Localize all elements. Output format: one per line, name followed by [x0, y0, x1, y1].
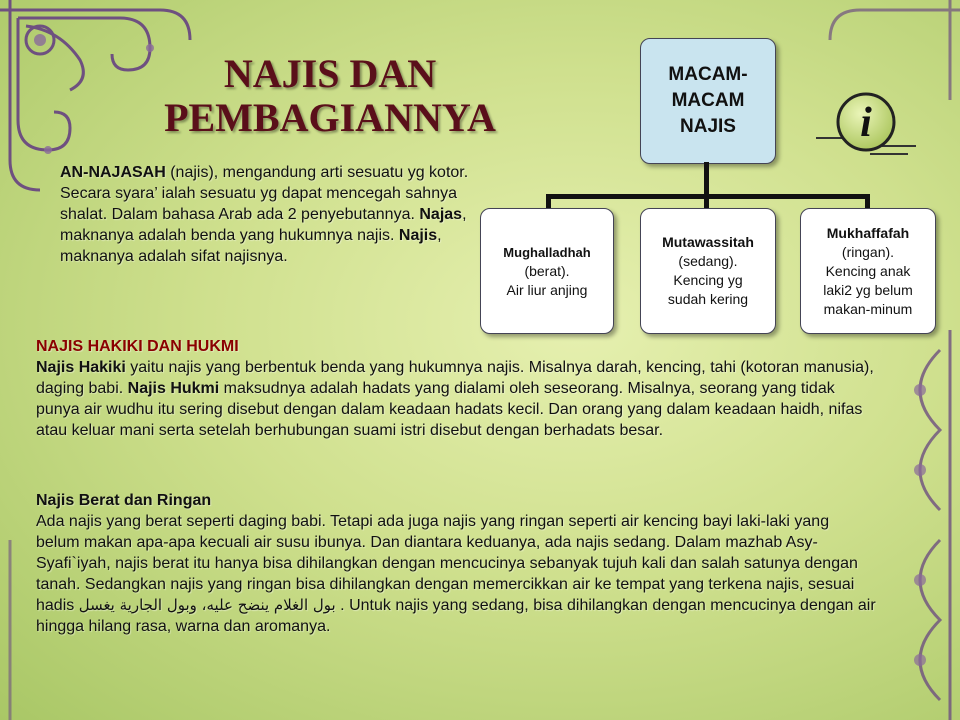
box-desc: Kencing anak — [825, 262, 911, 279]
hadith-arabic: بول الغلام ينضح عليه، وبول الجارية يغسل — [78, 596, 336, 614]
bottom-left-ornament — [0, 540, 40, 720]
box-sub: (berat). — [524, 262, 570, 279]
box-title: Mughalladhah — [503, 244, 591, 260]
box-desc: sudah kering — [667, 291, 749, 307]
root-line-1: MACAM- — [668, 64, 748, 85]
term-najis-hukmi: Najis Hukmi — [127, 380, 220, 397]
diagram-box-mutawassitah — [640, 208, 776, 334]
term-najis-hakiki: Najis Hakiki — [36, 359, 126, 376]
diagram-box-mughalladhah — [480, 208, 614, 334]
box-title: Mutawassitah — [662, 234, 754, 250]
title-line-2: PEMBAGIANNYA — [164, 95, 496, 140]
page-title — [120, 52, 540, 140]
section-2-body — [36, 511, 876, 637]
info-icon — [816, 88, 916, 160]
section-1-heading: NAJIS HAKIKI DAN HUKMI — [36, 338, 239, 355]
connector-vertical-root — [704, 162, 709, 198]
box-sub: (ringan). — [841, 243, 895, 260]
right-ornament — [880, 330, 960, 720]
intro-najas: Najas — [419, 206, 463, 223]
intro-najis: Najis — [398, 227, 438, 244]
diagram-box-mukhaffafah — [800, 208, 936, 334]
box-desc: makan-minum — [823, 300, 913, 317]
section-2-heading: Najis Berat dan Ringan — [36, 492, 212, 509]
title-line-1: NAJIS DAN — [223, 51, 437, 96]
intro-paragraph — [60, 162, 470, 267]
box-desc: Kencing yg — [673, 272, 743, 288]
section-2-text-1: Ada najis yang berat seperti daging babi. Tetapi ada juga najis yang ringan seperti air kencing bayi laki-laki yang belum makan apa-apa kecuali air susu ibunya. Dan diantara keduanya, ada najis sedang. Dalam mazhab Asy-Syafi`iyah, najis berat itu hanya bisa dihilangkan dengan mencucinya sebanyak tujuh kali dan salah satunya dengan tanah. Sedangkan najis yang ringan bisa dihilangkan dengan memercikkan air ke tempat yang terkena najis, sesuai hadis — [36, 513, 858, 614]
section-hakiki-hukmi — [36, 336, 876, 441]
root-line-2: MACAM — [671, 90, 745, 111]
intro-term: AN-NAJASAH — [60, 164, 166, 181]
diagram-root-box — [640, 38, 776, 164]
section-2-text-2: . Untuk najis yang sedang, bisa dihilangkan dengan mencucinya dengan air hingga hilang rasa, warna dan aromanya. — [36, 597, 876, 635]
box-sub: (sedang). — [678, 253, 738, 269]
section-1-text-2: maksudnya adalah hadats yang dialami oleh seseorang. Misalnya, seorang yang tidak punya air wudhu itu sering disebut dengan dalam keadaan hadats kecil. Dan orang yang dalam keadaan haidh, nifas atau keluar mani serta setelah berhubungan suami istri disebut dengan berhadats besar. — [36, 380, 863, 439]
intro-text-2: , maknanya adalah benda yang hukumnya najis. — [60, 206, 467, 244]
info-glyph: i — [860, 100, 872, 146]
section-berat-ringan — [36, 490, 876, 637]
box-desc: Air liur anjing — [506, 281, 588, 298]
intro-text-3: , maknanya adalah sifat najisnya. — [60, 227, 442, 265]
section-1-body — [36, 357, 876, 441]
root-line-3: NAJIS — [680, 116, 736, 137]
intro-text-1: (najis), mengandung arti sesuatu yg kotor. Secara syara’ ialah sesuatu yg dapat mencegah sahnya shalat. Dalam bahasa Arab ada 2 penyebutannya. — [60, 164, 469, 223]
box-desc: laki2 yg belum — [823, 281, 913, 298]
section-1-text-1: yaitu najis yang berbentuk benda yang hukumnya najis. Misalnya darah, kencing, tahi (kotoran manusia), daging babi. — [36, 359, 874, 397]
box-title: Mukhaffafah — [826, 224, 910, 241]
